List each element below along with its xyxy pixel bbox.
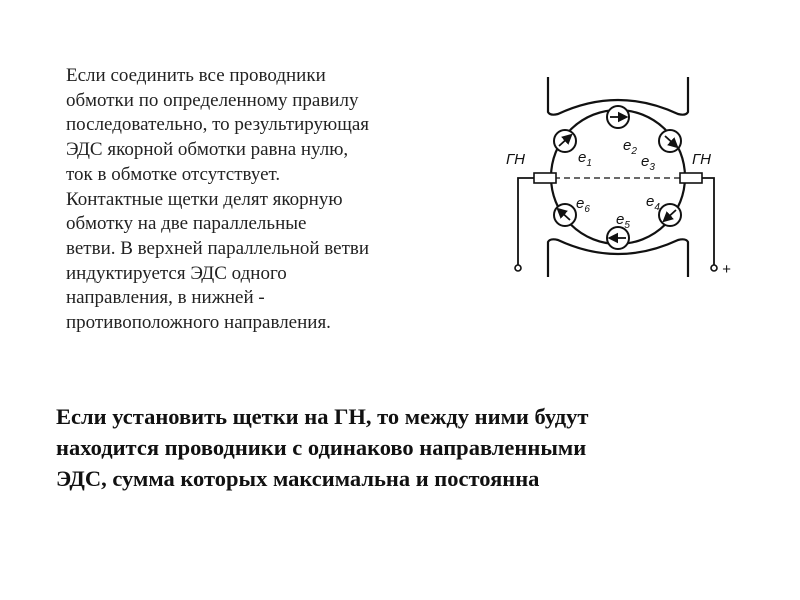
paragraph-line: ЭДС якорной обмотки равна нулю,	[66, 139, 349, 161]
label-right-gn: ГН	[692, 151, 711, 168]
emf-label-e1: $e_1$	[578, 149, 592, 169]
paragraph-line: обмотки по определенному правилу	[66, 89, 359, 111]
armature-diagram	[490, 72, 740, 282]
label-left-gn: ГН	[506, 151, 525, 168]
paragraph-line: противоположного направления.	[66, 312, 331, 334]
conclusion-text	[56, 401, 776, 494]
paragraph-line: обмотку на две параллельные	[66, 213, 307, 235]
conclusion-line: ЭДС, сумма которых максимальна и постоянна	[56, 466, 540, 491]
left-terminal	[515, 265, 521, 271]
paragraph-line: направления, в нижней -	[66, 287, 265, 309]
paragraph-line: Если соединить все проводники	[66, 65, 326, 86]
emf-label-e6: $e_6$	[576, 195, 590, 215]
emf-label-e5: $e_5$	[616, 211, 630, 231]
conclusion-line: находится проводники с одинаково направленными	[56, 435, 587, 460]
conclusion-line: Если установить щетки на ГН, то между ними будут	[56, 404, 589, 429]
right-lead	[702, 178, 714, 265]
paragraph-line: ветви. В верхней параллельной ветви	[66, 237, 370, 259]
plus-sign: +	[722, 261, 731, 278]
paragraph-line: Контактные щетки делят якорную	[66, 188, 343, 210]
emf-label-e3: $e_3$	[641, 153, 655, 173]
emf-label-e4: $e_4$	[646, 193, 660, 213]
left-lead	[518, 178, 534, 265]
right-terminal	[711, 265, 717, 271]
paragraph-line: последовательно, то результирующая	[66, 114, 369, 136]
paragraph-line: ток в обмотке отсутствует.	[66, 163, 281, 185]
left-brush	[534, 173, 556, 183]
emf-label-e2: $e_2$	[623, 137, 637, 157]
description-paragraph	[66, 64, 476, 336]
right-brush	[680, 173, 702, 183]
paragraph-line: индуктируется ЭДС одного	[66, 262, 287, 284]
